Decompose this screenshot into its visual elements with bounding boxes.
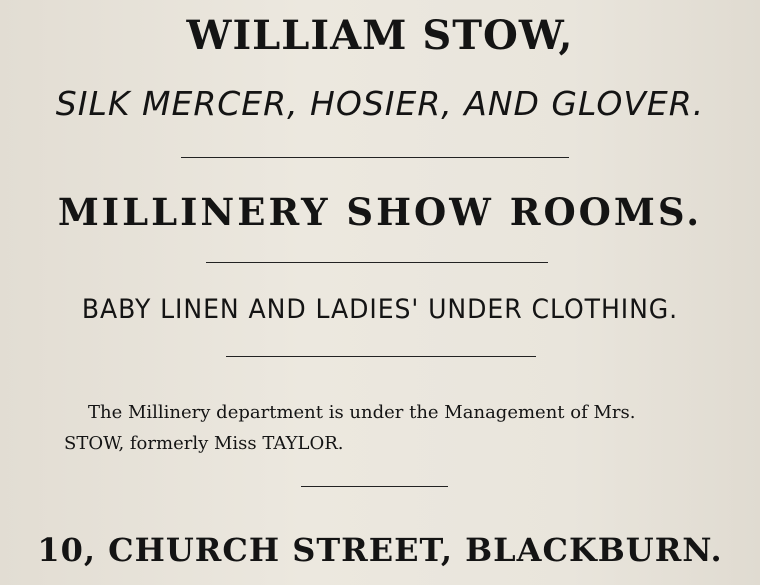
- divider-rule-4: [301, 486, 448, 487]
- address-line: 10, CHURCH STREET, BLACKBURN.: [37, 531, 723, 569]
- divider-rule-1: [181, 157, 569, 158]
- divider-rule-3: [226, 356, 536, 357]
- notice-line-1: The Millinery department is under the Management of Mrs.: [88, 402, 636, 423]
- divider-rule-2: [206, 262, 548, 263]
- trades-line: SILK MERCER, HOSIER, AND GLOVER.: [55, 84, 705, 123]
- baby-linen-line: BABY LINEN AND LADIES' UNDER CLOTHING.: [81, 294, 679, 325]
- management-notice: [64, 397, 726, 459]
- notice-line-2: STOW, formerly Miss TAYLOR.: [64, 433, 344, 454]
- showrooms-heading: MILLINERY SHOW ROOMS.: [57, 190, 703, 234]
- proprietor-name: WILLIAM STOW,: [186, 12, 574, 59]
